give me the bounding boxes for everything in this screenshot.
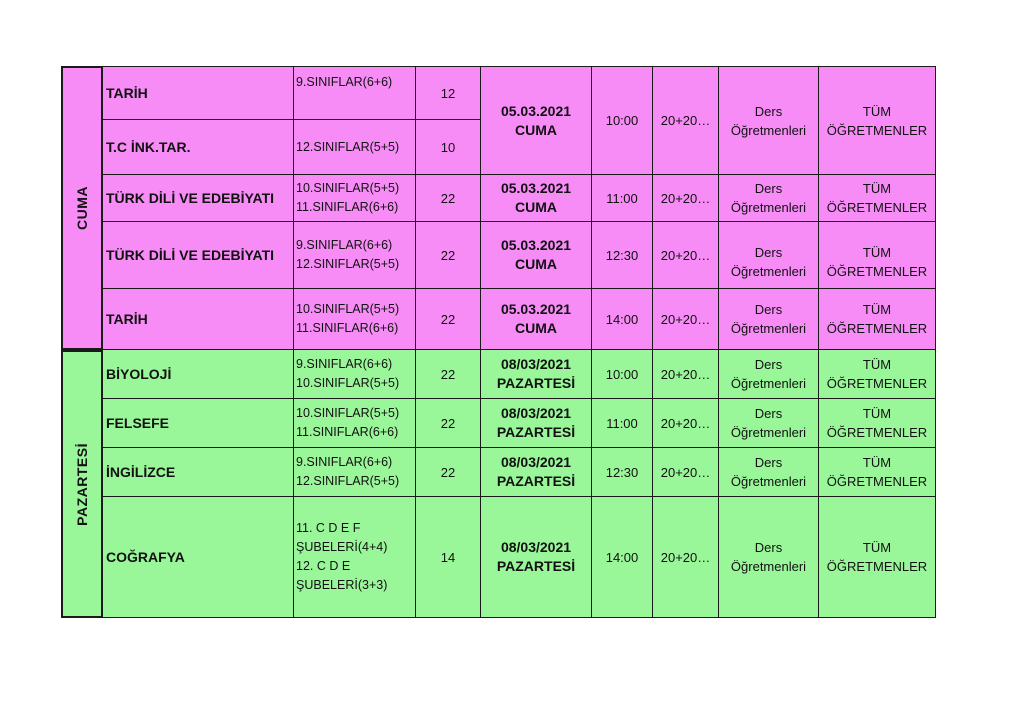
observer-line: ÖĞRETMENLER xyxy=(826,200,928,215)
class-line: 10.SINIFLAR(5+5) xyxy=(296,302,400,316)
time-text: 10:00 xyxy=(605,113,639,128)
duration-text: 20+20… xyxy=(660,464,711,480)
subject-text: COĞRAFYA xyxy=(106,548,185,565)
teacher-line: Öğretmenleri xyxy=(730,474,807,489)
teacher-line: Öğretmenleri xyxy=(730,122,807,138)
weekday-text: PAZARTESİ xyxy=(496,375,576,391)
teacher-line: Ders xyxy=(754,540,783,555)
date-text: 05.03.2021 xyxy=(500,180,572,196)
teacher-line: Öğretmenleri xyxy=(730,264,807,279)
observer-line: TÜM xyxy=(862,455,892,470)
classes-cell xyxy=(293,119,416,175)
classes-cell xyxy=(293,221,416,289)
teacher-cell xyxy=(718,398,819,448)
teacher-line: Öğretmenleri xyxy=(730,200,807,215)
subject-cell xyxy=(102,349,294,399)
count-text: 12 xyxy=(440,85,456,101)
count-text: 10 xyxy=(440,139,456,155)
date-cell xyxy=(480,221,592,289)
observer-line: ÖĞRETMENLER xyxy=(826,425,928,440)
observer-cell xyxy=(818,174,936,222)
time-cell xyxy=(591,174,653,222)
classes-cell xyxy=(293,496,416,618)
class-line: 10.SINIFLAR(5+5) xyxy=(296,406,400,420)
duration-cell xyxy=(652,66,719,175)
date-cell xyxy=(480,349,592,399)
class-line: 12. C D E xyxy=(296,559,351,573)
observer-cell xyxy=(818,221,936,289)
teacher-line: Öğretmenleri xyxy=(730,559,807,574)
teacher-cell xyxy=(718,174,819,222)
duration-cell xyxy=(652,349,719,399)
subject-text: İNGİLİZCE xyxy=(106,463,176,480)
count-cell xyxy=(415,496,481,618)
teacher-cell xyxy=(718,496,819,618)
duration-text: 20+20… xyxy=(660,113,711,128)
class-line: 9.SINIFLAR(6+6) xyxy=(296,455,393,469)
date-text: 05.03.2021 xyxy=(500,301,572,317)
class-line: ŞUBELERİ(4+4) xyxy=(296,540,388,554)
count-cell xyxy=(415,349,481,399)
observer-cell xyxy=(818,66,936,175)
count-cell xyxy=(415,66,481,120)
weekday-text: CUMA xyxy=(515,256,557,272)
duration-cell xyxy=(652,447,719,497)
count-text: 22 xyxy=(440,415,456,431)
teacher-line: Ders xyxy=(754,455,783,470)
teacher-line: Ders xyxy=(754,245,783,260)
duration-cell xyxy=(652,174,719,222)
weekday-text: PAZARTESİ xyxy=(496,473,576,489)
duration-text: 20+20… xyxy=(660,549,711,565)
time-text: 14:00 xyxy=(605,311,639,327)
observer-line: TÜM xyxy=(862,245,892,260)
subject-text: TÜRK DİLİ VE EDEBİYATI xyxy=(106,189,275,206)
day-cell-pazartesi xyxy=(61,350,103,618)
duration-text: 20+20… xyxy=(660,247,711,263)
time-cell xyxy=(591,349,653,399)
weekday-text: PAZARTESİ xyxy=(496,558,576,574)
subject-cell xyxy=(102,66,294,120)
day-cell-cuma xyxy=(61,66,103,350)
observer-line: ÖĞRETMENLER xyxy=(826,376,928,391)
class-line: 11.SINIFLAR(6+6) xyxy=(296,425,399,439)
teacher-line: Öğretmenleri xyxy=(730,321,807,336)
subject-text: BİYOLOJİ xyxy=(106,365,172,382)
subject-cell xyxy=(102,398,294,448)
time-text: 14:00 xyxy=(605,549,639,565)
date-text: 08/03/2021 xyxy=(500,454,572,470)
day-label-pazartesi: PAZARTESİ xyxy=(73,442,90,526)
weekday-text: CUMA xyxy=(515,320,557,336)
observer-line: TÜM xyxy=(862,181,892,196)
count-cell xyxy=(415,119,481,175)
time-cell xyxy=(591,496,653,618)
duration-text: 20+20… xyxy=(660,190,711,206)
class-line: 10.SINIFLAR(5+5) xyxy=(296,376,400,390)
count-text: 22 xyxy=(440,464,456,480)
count-text: 14 xyxy=(440,549,456,565)
class-line: 12.SINIFLAR(5+5) xyxy=(296,257,400,271)
time-cell xyxy=(591,398,653,448)
class-line: 11.SINIFLAR(6+6) xyxy=(296,321,399,335)
subject-text: TÜRK DİLİ VE EDEBİYATI xyxy=(106,246,275,263)
teacher-line: Öğretmenleri xyxy=(730,376,807,391)
observer-line: ÖĞRETMENLER xyxy=(826,559,928,574)
time-cell xyxy=(591,221,653,289)
class-line: 11.SINIFLAR(6+6) xyxy=(296,200,399,214)
count-text: 22 xyxy=(440,190,456,206)
subject-cell xyxy=(102,174,294,222)
class-line: 9.SINIFLAR(6+6) xyxy=(296,357,393,371)
time-text: 12:30 xyxy=(605,247,639,263)
date-text: 08/03/2021 xyxy=(500,539,572,555)
subject-text: TARİH xyxy=(106,84,148,101)
teacher-line: Ders xyxy=(754,357,783,372)
observer-line: ÖĞRETMENLER xyxy=(826,264,928,279)
count-cell xyxy=(415,288,481,350)
teacher-line: Ders xyxy=(754,406,783,421)
time-text: 11:00 xyxy=(606,190,638,206)
observer-line: ÖĞRETMENLER xyxy=(826,122,928,138)
date-cell xyxy=(480,288,592,350)
class-line: 11. C D E F xyxy=(296,521,361,535)
observer-line: TÜM xyxy=(862,357,892,372)
duration-text: 20+20… xyxy=(660,311,711,327)
date-cell xyxy=(480,66,592,175)
time-cell xyxy=(591,66,653,175)
teacher-cell xyxy=(718,66,819,175)
teacher-line: Ders xyxy=(754,103,783,119)
count-cell xyxy=(415,221,481,289)
time-cell xyxy=(591,288,653,350)
weekday-text: CUMA xyxy=(515,121,557,138)
time-text: 11:00 xyxy=(606,415,638,431)
teacher-line: Öğretmenleri xyxy=(730,425,807,440)
classes-cell xyxy=(293,66,416,120)
subject-text: TARİH xyxy=(106,310,148,327)
duration-cell xyxy=(652,398,719,448)
date-text: 08/03/2021 xyxy=(500,405,572,421)
duration-text: 20+20… xyxy=(660,366,711,382)
time-text: 12:30 xyxy=(605,464,639,480)
time-text: 10:00 xyxy=(605,366,639,382)
observer-cell xyxy=(818,496,936,618)
class-line: 9.SINIFLAR(6+6) xyxy=(296,75,393,89)
observer-cell xyxy=(818,349,936,399)
count-text: 22 xyxy=(440,311,456,327)
date-cell xyxy=(480,496,592,618)
observer-line: ÖĞRETMENLER xyxy=(826,474,928,489)
classes-cell xyxy=(293,349,416,399)
count-cell xyxy=(415,447,481,497)
date-cell xyxy=(480,447,592,497)
teacher-line: Ders xyxy=(754,302,783,317)
weekday-text: PAZARTESİ xyxy=(496,424,576,440)
teacher-cell xyxy=(718,221,819,289)
teacher-cell xyxy=(718,447,819,497)
subject-cell xyxy=(102,496,294,618)
observer-line: TÜM xyxy=(862,540,892,555)
duration-cell xyxy=(652,496,719,618)
date-text: 05.03.2021 xyxy=(500,237,572,253)
subject-text: FELSEFE xyxy=(106,414,170,431)
observer-cell xyxy=(818,398,936,448)
count-cell xyxy=(415,174,481,222)
date-text: 05.03.2021 xyxy=(500,102,572,119)
classes-cell xyxy=(293,288,416,350)
duration-cell xyxy=(652,288,719,350)
observer-line: TÜM xyxy=(862,302,892,317)
observer-cell xyxy=(818,288,936,350)
classes-cell xyxy=(293,174,416,222)
subject-cell xyxy=(102,288,294,350)
observer-line: TÜM xyxy=(862,103,892,119)
date-text: 08/03/2021 xyxy=(500,356,572,372)
count-text: 22 xyxy=(440,247,456,263)
observer-cell xyxy=(818,447,936,497)
teacher-cell xyxy=(718,288,819,350)
date-cell xyxy=(480,398,592,448)
class-line: 10.SINIFLAR(5+5) xyxy=(296,181,400,195)
classes-cell xyxy=(293,447,416,497)
count-text: 22 xyxy=(440,366,456,382)
subject-text: T.C İNK.TAR. xyxy=(106,138,191,155)
day-label-cuma: CUMA xyxy=(73,186,90,230)
weekday-text: CUMA xyxy=(515,199,557,215)
teacher-line: Ders xyxy=(754,181,783,196)
classes-cell xyxy=(293,398,416,448)
subject-cell xyxy=(102,221,294,289)
duration-cell xyxy=(652,221,719,289)
time-cell xyxy=(591,447,653,497)
count-cell xyxy=(415,398,481,448)
subject-cell xyxy=(102,119,294,175)
class-line: 12.SINIFLAR(5+5) xyxy=(296,474,400,488)
observer-line: ÖĞRETMENLER xyxy=(826,321,928,336)
duration-text: 20+20… xyxy=(660,415,711,431)
observer-line: TÜM xyxy=(862,406,892,421)
class-line: 12.SINIFLAR(5+5) xyxy=(296,139,400,154)
date-cell xyxy=(480,174,592,222)
subject-cell xyxy=(102,447,294,497)
teacher-cell xyxy=(718,349,819,399)
class-line: ŞUBELERİ(3+3) xyxy=(296,578,388,592)
class-line: 9.SINIFLAR(6+6) xyxy=(296,238,393,252)
